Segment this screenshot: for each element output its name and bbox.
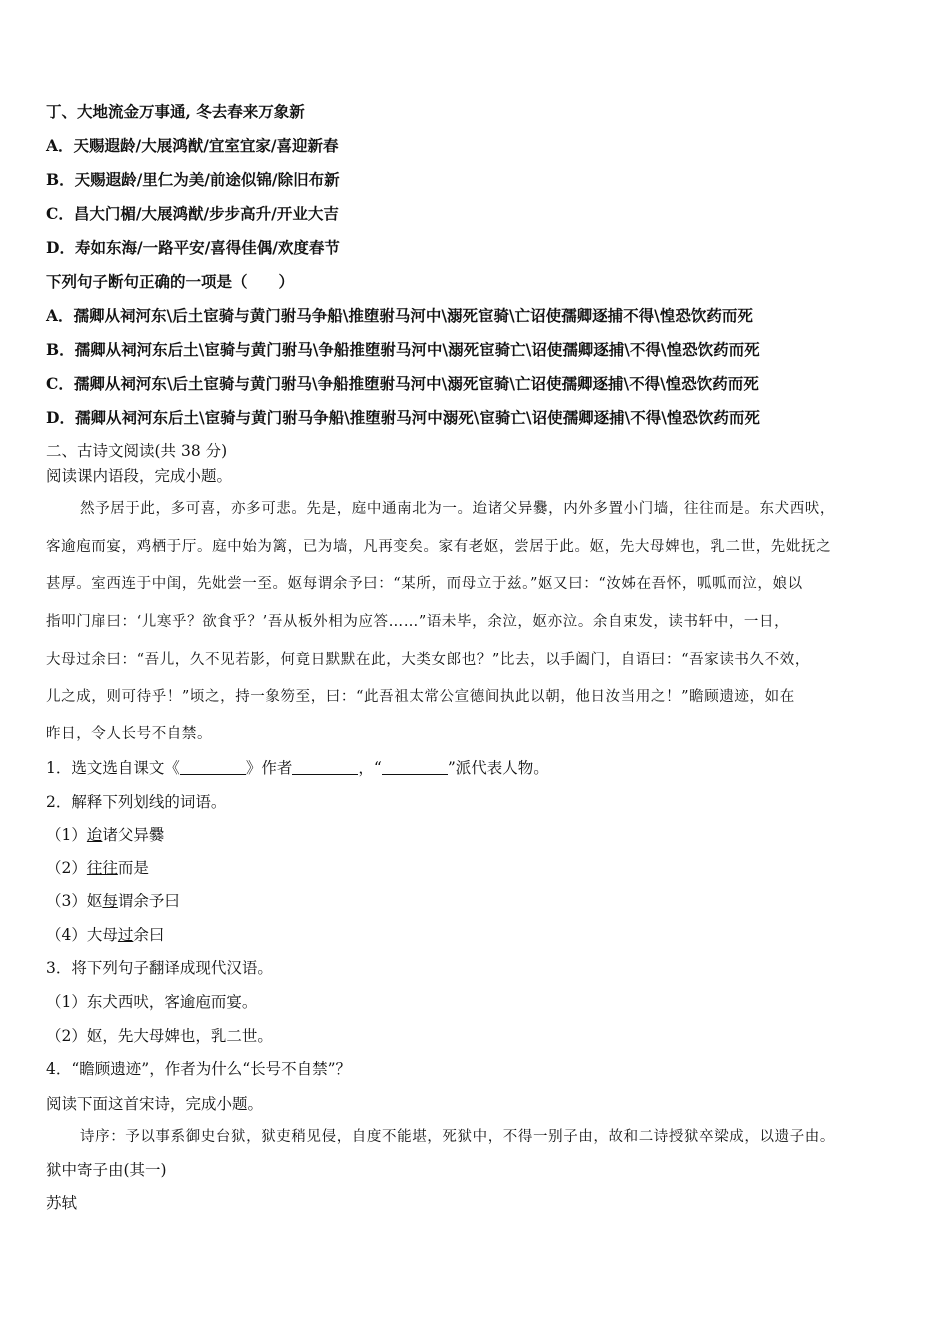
q1-mid2: ，“ [358, 759, 382, 777]
q1-prefix: 1．选文选自课文《 [46, 759, 180, 777]
underlined-word: 过 [117, 926, 134, 944]
item-rest: 而是 [117, 859, 149, 877]
q3-item-1: （1）东犬西吠，客逾庖而宴。 [46, 993, 258, 1011]
poem-title: 狱中寄子由(其一) [46, 1161, 167, 1179]
q2-item-1 [46, 825, 164, 845]
line-ding: 丁、大地流金万事通, 冬去春来万象新 [46, 102, 305, 121]
passage-line: 客逾庖而宴，鸡栖于厅。庭中始为篱，已为墙，凡再变矣。家有老妪，尝居于此。妪，先大母婢也，乳二世，先妣抚之 [46, 539, 832, 555]
reading-intro-2: 阅读下面这首宋诗，完成小题。 [46, 1095, 264, 1113]
q2-item-2 [46, 858, 149, 878]
reading-intro-1: 阅读课内语段，完成小题。 [46, 467, 233, 485]
item-rest: 余曰 [133, 926, 165, 944]
option-b-2: B．孺卿从祠河东后土\宦骑与黄门驸马\争船推堕驸马河中\溺死宦骑亡\诏使孺卿逐捕\不得\惶恐饮药而死 [46, 340, 760, 359]
item-number: （4） [46, 926, 87, 944]
underlined-word: 每 [102, 892, 118, 910]
item-pre: 大母 [86, 926, 118, 944]
item-number: （1） [46, 826, 87, 844]
q1-suffix: ”派代表人物。 [447, 759, 549, 777]
underlined-word: 迨 [86, 826, 103, 844]
q1-mid1: 》作者 [245, 759, 293, 777]
q2-item-4 [46, 925, 164, 945]
passage-line: 昨日，令人长号不自禁。 [46, 726, 213, 742]
item-pre: 妪 [86, 892, 103, 910]
poem-author: 苏轼 [46, 1194, 78, 1212]
item-rest: 谓余予曰 [117, 892, 180, 910]
q2-item-3 [46, 891, 180, 911]
passage-line: 甚厚。室西连于中闺，先妣尝一至。妪每谓余予曰：“某所，而母立于兹。”妪又曰：“汝姊在吾怀，呱呱而泣，娘以 [46, 576, 803, 592]
option-d-1: D．寿如东海/一路平安/喜得佳偶/欢度春节 [46, 238, 340, 257]
option-b-1: B．天赐遐龄/里仁为美/前途似锦/除旧布新 [46, 170, 340, 189]
passage-line: 儿之成，则可待乎！”顷之，持一象笏至，曰：“此吾祖太常公宣德间执此以朝，他日汝当用之！”瞻顾遗迹，如在 [46, 689, 795, 705]
question-1 [46, 758, 549, 778]
option-c-1: C．昌大门楣/大展鸿猷/步步高升/开业大吉 [46, 204, 339, 223]
question-2-title: 2．解释下列划线的词语。 [46, 793, 227, 811]
q3-item-2: （2）妪，先大母婢也，乳二世。 [46, 1027, 273, 1045]
item-number: （2） [46, 859, 87, 877]
passage-line: 指叩门扉曰：‘儿寒乎？欲食乎？’吾从板外相为应答……”语未毕，余泣，妪亦泣。余自束发，读书轩中，一日， [46, 614, 790, 630]
answer-blank[interactable] [180, 760, 246, 775]
section-heading: 二、古诗文阅读(共 38 分) [46, 442, 228, 460]
poem-preface: 诗序：予以事系御史台狱，狱吏稍见侵，自度不能堪，死狱中，不得一别子由，故和二诗授狱卒梁成，以遗子由。 [80, 1129, 835, 1145]
answer-blank[interactable] [382, 760, 448, 775]
item-rest: 诸父异爨 [102, 826, 165, 844]
underlined-word: 往往 [86, 859, 118, 877]
item-number: （3） [46, 892, 87, 910]
option-c-2: C．孺卿从祠河东\后土宦骑与黄门驸马\争船推堕驸马河中\溺死宦骑\亡诏使孺卿逐捕\不得\惶恐饮药而死 [46, 374, 759, 393]
option-a-2: A．孺卿从祠河东\后土宦骑与黄门驸马争船\推堕驸马河中\溺死宦骑\亡诏使孺卿逐捕不得\惶恐饮药而死 [46, 306, 753, 325]
question-duanju: 下列句子断句正确的一项是（ ） [46, 272, 295, 291]
passage-line: 大母过余曰：“吾儿，久不见若影，何竟日默默在此，大类女郎也？”比去，以手阖门，自语曰：“吾家读书久不效， [46, 652, 810, 668]
answer-blank[interactable] [292, 760, 358, 775]
question-4: 4．“瞻顾遗迹”，作者为什么“长号不自禁”？ [46, 1060, 352, 1078]
passage-line: 然予居于此，多可喜，亦多可悲。先是，庭中通南北为一。迨诸父异爨，内外多置小门墙，往往而是。东犬西吠， [80, 501, 835, 517]
option-a-1: A．天赐遐龄/大展鸿猷/宜室宜家/喜迎新春 [46, 136, 339, 155]
question-3-title: 3．将下列句子翻译成现代汉语。 [46, 959, 273, 977]
option-d-2: D．孺卿从祠河东后土\宦骑与黄门驸马争船\推堕驸马河中溺死\宦骑亡\诏使孺卿逐捕\不得\惶恐饮药而死 [46, 408, 760, 427]
